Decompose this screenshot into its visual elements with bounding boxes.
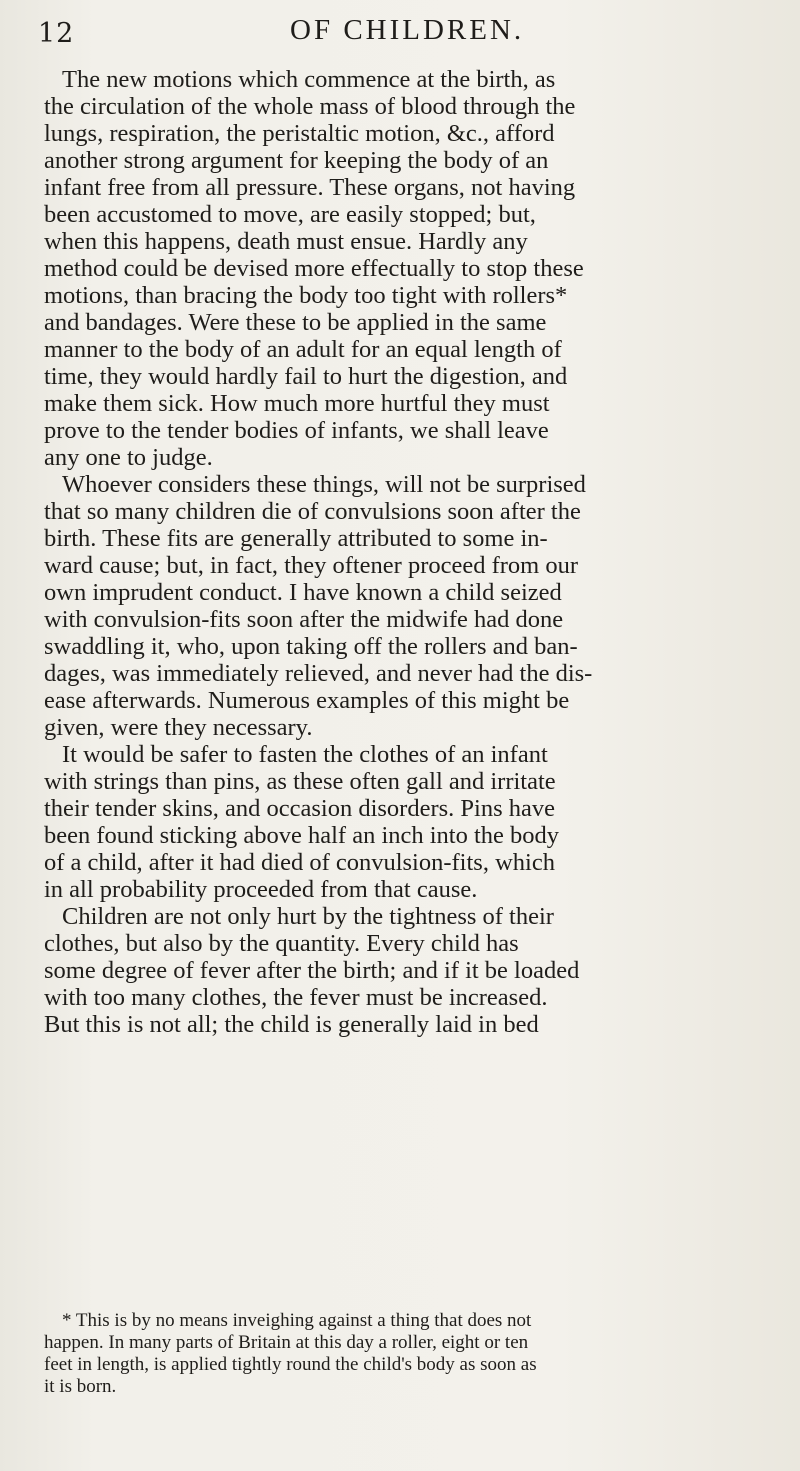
text-line: given, were they necessary.	[44, 714, 313, 741]
footnote-line: feet in length, is applied tightly round the child's body as soon as	[44, 1354, 537, 1375]
text-line: another strong argument for keeping the body of an	[44, 147, 549, 174]
text-line: been found sticking above half an inch into the body	[44, 822, 560, 849]
text-line: ward cause; but, in fact, they oftener proceed from our	[44, 552, 579, 579]
text-line: motions, than bracing the body too tight with rollers*	[44, 282, 568, 309]
text-line: prove to the tender bodies of infants, we shall leave	[44, 417, 549, 444]
text-line: that so many children die of convulsions soon after the	[44, 498, 581, 525]
footnote-line: it is born.	[44, 1376, 117, 1397]
text-line: Whoever considers these things, will not be surprised	[62, 471, 586, 498]
page-header	[0, 12, 800, 52]
text-line: own imprudent conduct. I have known a child seized	[44, 579, 562, 606]
text-line: of a child, after it had died of convulsion-fits, which	[44, 849, 555, 876]
text-line: infant free from all pressure. These organs, not having	[44, 174, 576, 201]
footnote	[44, 1310, 764, 1398]
footnote-line: * This is by no means inveighing against a thing that does not	[62, 1310, 532, 1331]
text-line: when this happens, death must ensue. Hardly any	[44, 228, 528, 255]
text-line: dages, was immediately relieved, and never had the dis-	[44, 660, 593, 687]
text-line: been accustomed to move, are easily stopped; but,	[44, 201, 536, 228]
text-line: swaddling it, who, upon taking off the rollers and ban-	[44, 633, 578, 660]
text-line: in all probability proceeded from that cause.	[44, 876, 478, 903]
text-line: birth. These fits are generally attributed to some in-	[44, 525, 548, 552]
footnote-line: happen. In many parts of Britain at this day a roller, eight or ten	[44, 1332, 529, 1353]
text-line: clothes, but also by the quantity. Every child has	[44, 930, 519, 957]
text-line: The new motions which commence at the birth, as	[62, 66, 556, 93]
text-line: any one to judge.	[44, 444, 213, 471]
text-line: with convulsion-fits soon after the midwife had done	[44, 606, 564, 633]
running-head: OF CHILDREN.	[290, 14, 525, 46]
text-line: But this is not all; the child is generally laid in bed	[44, 1011, 539, 1038]
text-line: and bandages. Were these to be applied in the same	[44, 309, 547, 336]
text-line: manner to the body of an adult for an equal length of	[44, 336, 562, 363]
text-line: with strings than pins, as these often gall and irritate	[44, 768, 556, 795]
text-line: the circulation of the whole mass of blood through the	[44, 93, 576, 120]
body-text	[44, 66, 764, 1038]
text-line: Children are not only hurt by the tightness of their	[62, 903, 554, 930]
text-line: time, they would hardly fail to hurt the digestion, and	[44, 363, 568, 390]
text-line: some degree of fever after the birth; and if it be loaded	[44, 957, 580, 984]
text-line: It would be safer to fasten the clothes of an infant	[62, 741, 548, 768]
text-line: method could be devised more effectually to stop these	[44, 255, 584, 282]
text-line: lungs, respiration, the peristaltic motion, &c., afford	[44, 120, 555, 147]
text-line: ease afterwards. Numerous examples of this might be	[44, 687, 570, 714]
text-line: their tender skins, and occasion disorders. Pins have	[44, 795, 555, 822]
text-line: make them sick. How much more hurtful they must	[44, 390, 550, 417]
page-number: 12	[38, 18, 75, 49]
text-line: with too many clothes, the fever must be increased.	[44, 984, 548, 1011]
